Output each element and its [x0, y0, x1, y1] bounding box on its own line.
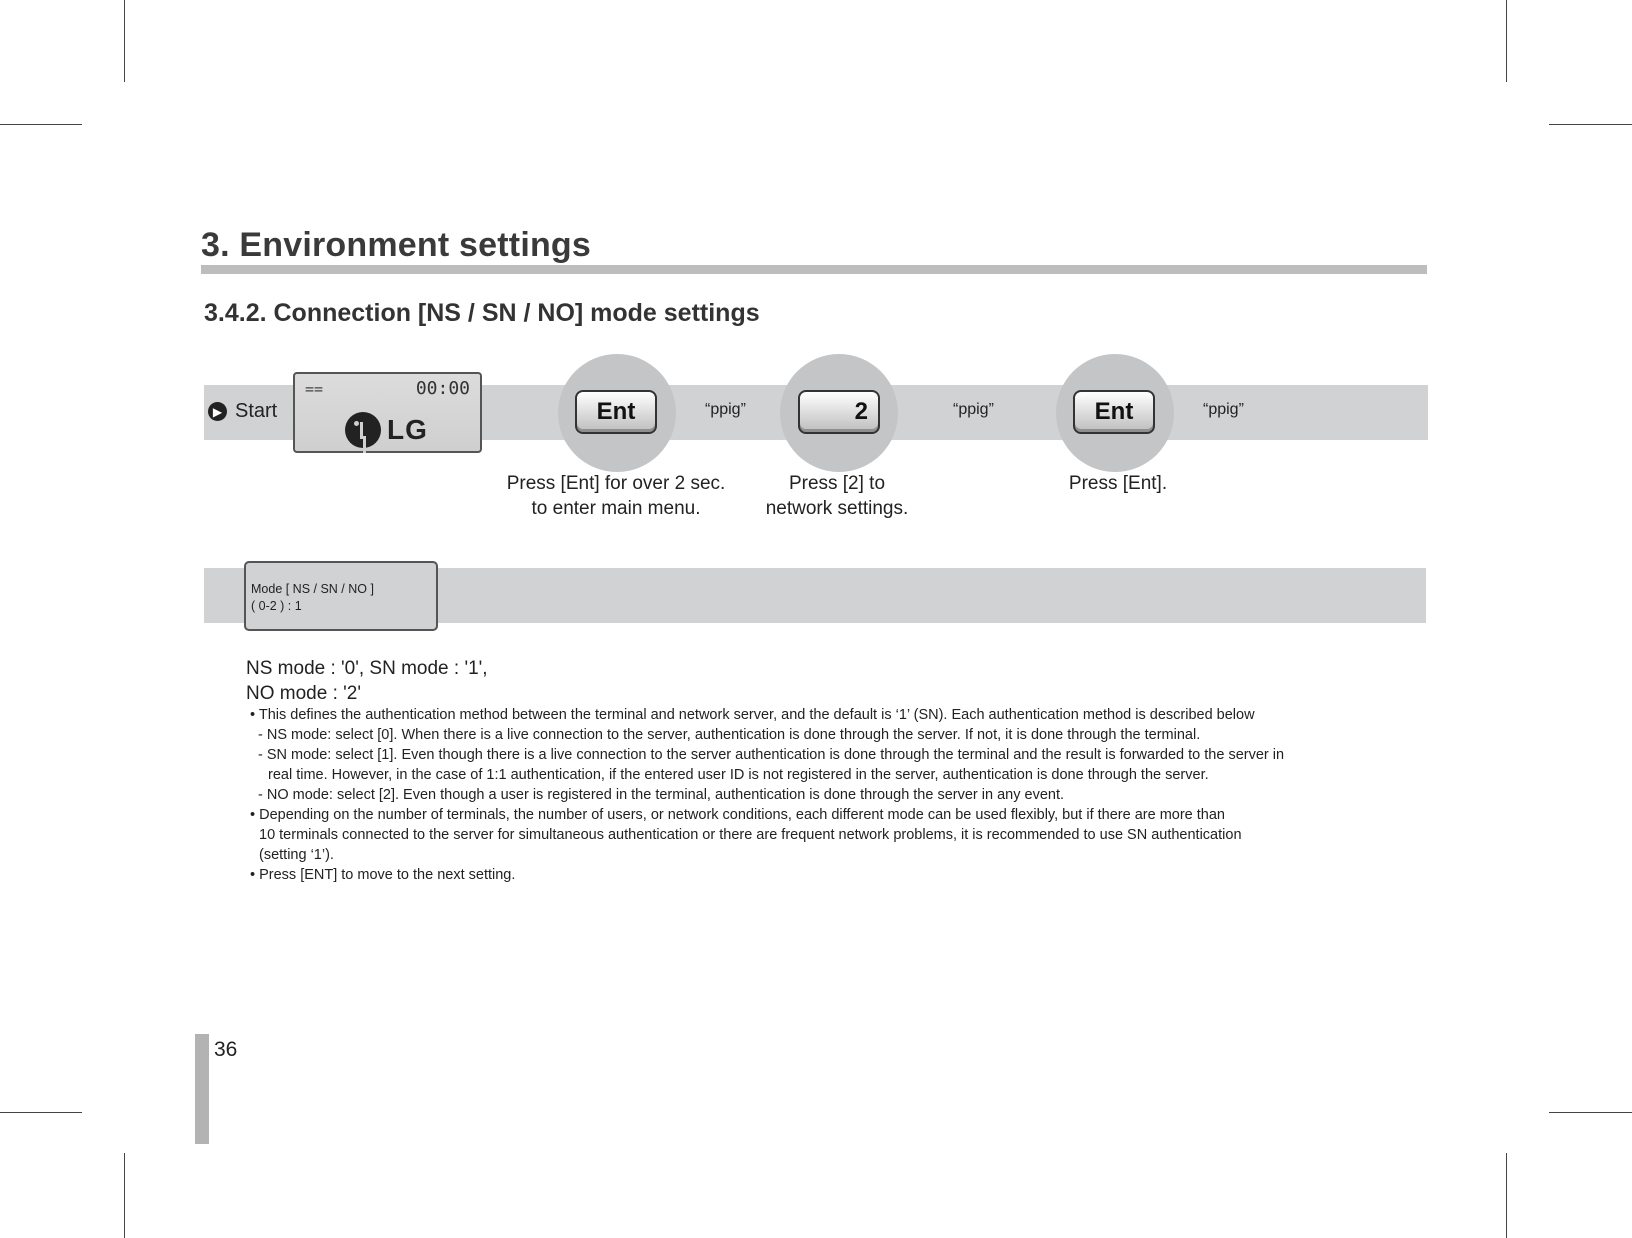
mode-display-screen: [244, 561, 438, 631]
mode-values-line: NO mode : '2': [246, 683, 361, 704]
description-line: • This defines the authentication method between the terminal and network server, and the default is ‘1’ (SN). Each authentication method is described below: [250, 707, 1255, 723]
description-line: - NS mode: select [0]. When there is a live connection to the server, authentication is done through the server. If not, it is done through the terminal.: [258, 727, 1201, 743]
lcd-time: 00:00: [415, 378, 470, 399]
page-margin-bar: [195, 1034, 209, 1144]
description-line: - NO mode: select [2]. Even though a user is registered in the terminal, authentication is done through the server in any event.: [258, 787, 1065, 803]
start-text: Start: [235, 400, 278, 422]
caption-line: network settings.: [765, 498, 909, 519]
lg-logo-text: LG: [387, 414, 428, 445]
beep-feedback: “ppig”: [953, 401, 994, 418]
caption-line: to enter main menu.: [531, 498, 701, 519]
mode-values: [246, 656, 488, 706]
mode-values-line: NS mode : '0', SN mode : '1',: [246, 658, 488, 679]
crop-mark: [124, 0, 125, 82]
crop-mark: [1549, 1112, 1632, 1113]
step-caption: [747, 471, 927, 521]
description-line: - SN mode: select [1]. Even though there is a live connection to the server authentication is done through the terminal and the result is forwarded to the server in: [258, 747, 1285, 763]
description-line: (setting ‘1’).: [259, 847, 334, 863]
mode-display-line: Mode [ NS / SN / NO ]: [251, 582, 374, 596]
start-label: [208, 400, 277, 423]
step-caption: [1050, 471, 1186, 496]
number-2-key[interactable]: 2: [798, 390, 880, 434]
description-line: • Depending on the number of terminals, the number of users, or network conditions, each different mode can be used flexibly, but if there are more than: [250, 807, 1225, 823]
arrow-right-icon: ▶: [208, 402, 227, 421]
lcd-screen: [293, 372, 482, 453]
lg-logo: [345, 412, 428, 448]
title-underline: [201, 265, 1427, 274]
caption-line: Press [Ent] for over 2 sec.: [506, 473, 726, 494]
crop-mark: [1506, 0, 1507, 82]
description-line: 10 terminals connected to the server for simultaneous authentication or there are frequent network problems, it is recommended to use SN authentication: [259, 827, 1242, 843]
lg-logo-icon: [345, 412, 381, 448]
subsection-title: 3.4.2. Connection [NS / SN / NO] mode settings: [204, 299, 760, 327]
lcd-indicator: ==: [305, 380, 324, 398]
beep-feedback: “ppig”: [705, 401, 746, 418]
step-caption: [496, 471, 736, 521]
crop-mark: [124, 1153, 125, 1238]
crop-mark: [1506, 1153, 1507, 1238]
caption-line: Press [2] to: [788, 473, 886, 494]
ent-key[interactable]: Ent: [1073, 390, 1155, 434]
crop-mark: [0, 124, 82, 125]
page-number: 36: [214, 1038, 238, 1061]
ent-key[interactable]: Ent: [575, 390, 657, 434]
mode-display-line: ( 0-2 ) : 1: [251, 599, 302, 613]
description-list: [250, 705, 1410, 885]
caption-line: Press [Ent].: [1068, 473, 1168, 494]
description-line: real time. However, in the case of 1:1 authentication, if the entered user ID is not registered in the server, authentication is done through the server.: [268, 767, 1209, 783]
description-line: • Press [ENT] to move to the next setting.: [250, 867, 516, 883]
crop-mark: [0, 1112, 82, 1113]
crop-mark: [1549, 124, 1632, 125]
beep-feedback: “ppig”: [1203, 401, 1244, 418]
section-title: 3. Environment settings: [201, 226, 592, 264]
